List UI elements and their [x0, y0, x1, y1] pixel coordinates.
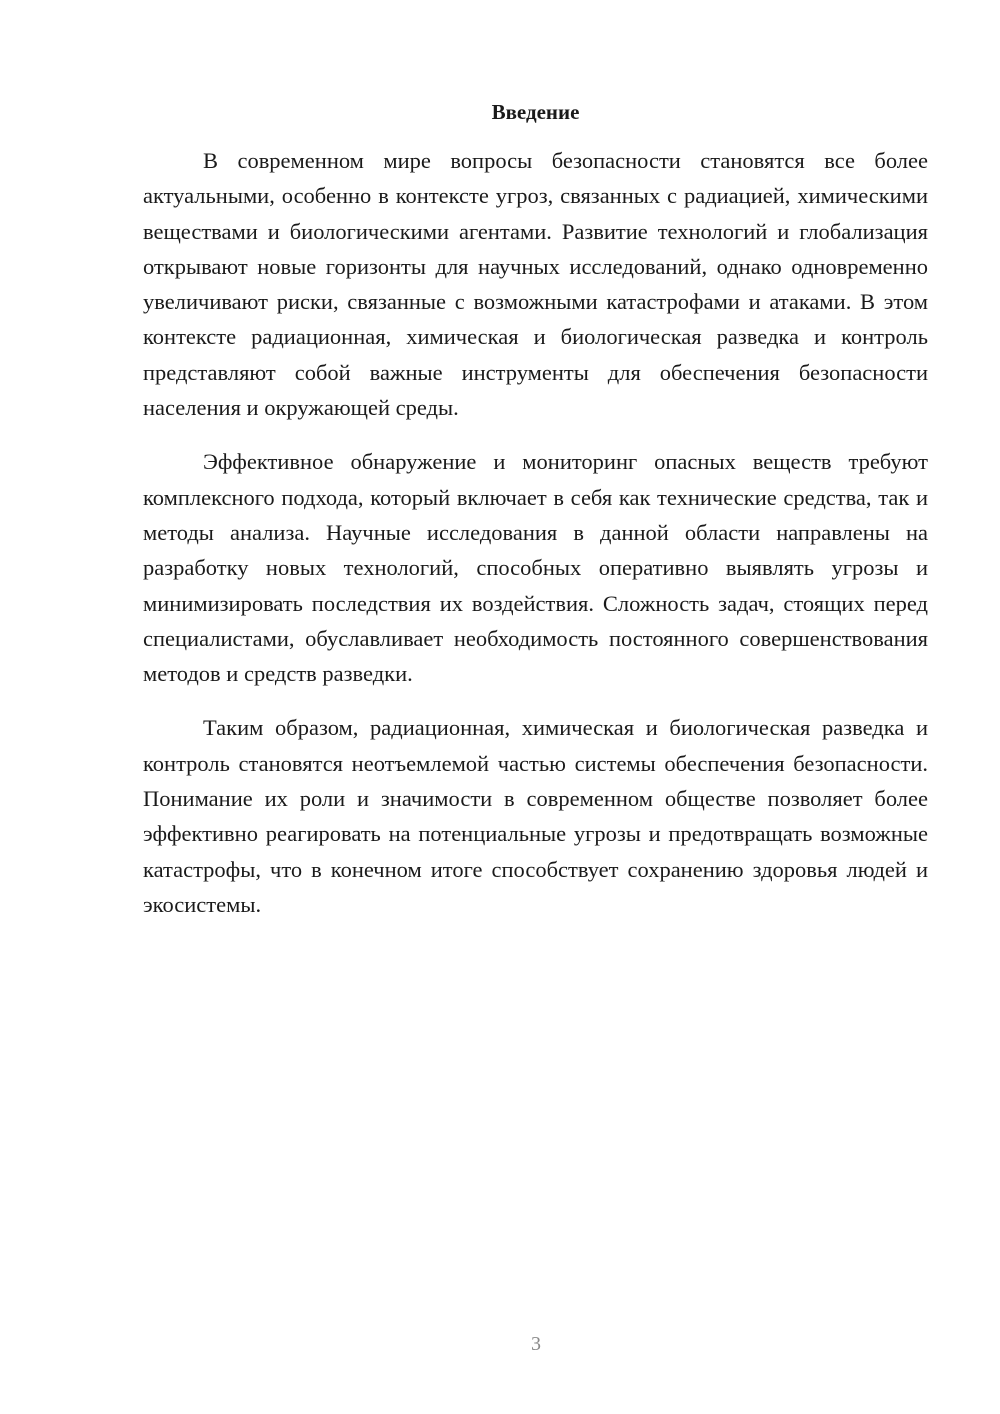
paragraph-1: В современном мире вопросы безопасности становятся все более актуальными, особенно в контексте угроз, связанных с радиацией, химическими веществами и биологическими агентами. Развитие технологий и глобализация открывают новые горизонты для научных исследований, однако одновременно увеличивают риски, связанные с возможными катастрофами и атаками. В этом контексте радиационная, химическая и биологическая разведка и контроль представляют собой важные инструменты для обеспечения безопасности населения и окружающей среды. [143, 148, 928, 421]
paragraph-2: Эффективное обнаружение и мониторинг опасных веществ требуют комплексного подхода, который включает в себя как технические средства, так и методы анализа. Научные исследования в данной области направлены на разработку новых технологий, способных оперативно выявлять угрозы и минимизировать последствия их воздействия. Сложность задач, стоящих перед специалистами, обуславливает необходимость постоянного совершенствования методов и средств разведки. [143, 449, 928, 687]
paragraph-3: Таким образом, радиационная, химическая и биологическая разведка и контроль становятся неотъемлемой частью системы обеспечения безопасности. Понимание их роли и значимости в современном обществе позволяет более эффективно реагировать на потенциальные угрозы и предотвращать возможные катастрофы, что в конечном итоге способствует сохранению здоровья людей и экосистемы. [143, 715, 928, 917]
body-text [143, 143, 928, 941]
section-heading: Введение [491, 100, 580, 124]
page-number: 3 [531, 1333, 541, 1355]
